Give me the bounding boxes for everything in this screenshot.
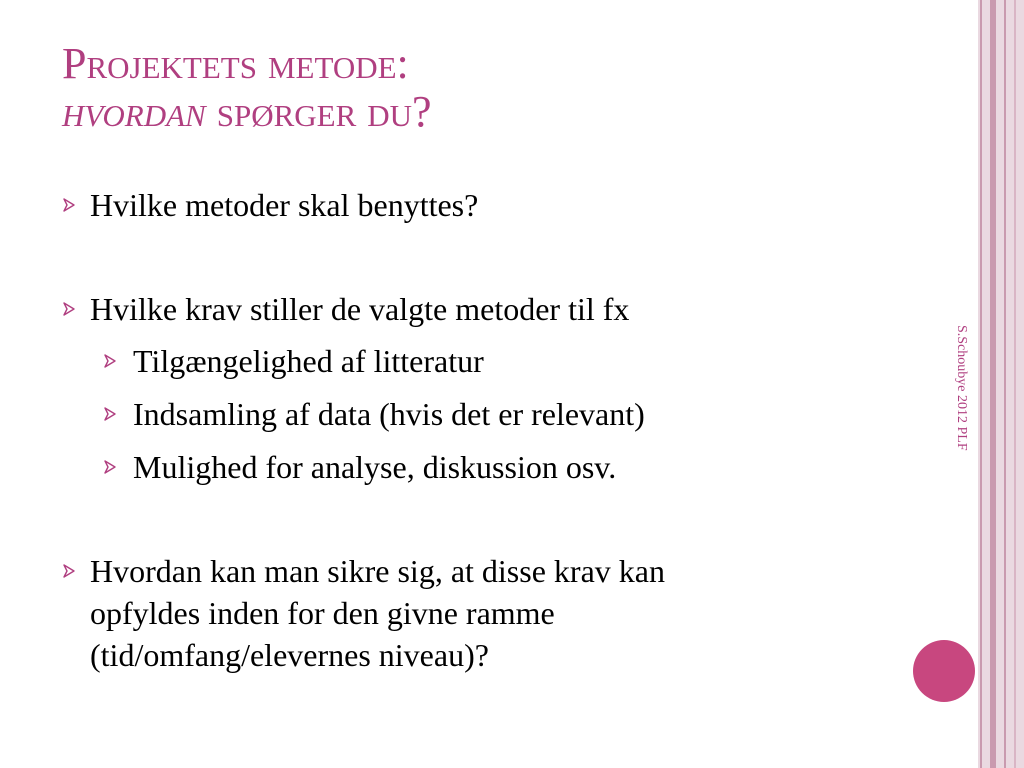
sub-bullet-text: Indsamling af data (hvis det er relevant): [133, 396, 645, 432]
decorative-stripe: [980, 0, 982, 768]
title-italic-word: hvordan: [62, 87, 206, 136]
chevron-arrow-icon: [103, 393, 133, 435]
bullet-text: Hvilke krav stiller de valgte metoder til fx: [90, 291, 630, 327]
bullet-text-line: opfyldes inden for den givne ramme: [90, 595, 555, 631]
sub-bullet-item: [103, 393, 645, 435]
sub-bullet-item: [103, 446, 616, 488]
sub-bullet-item: [103, 340, 484, 382]
title-rest: spørger du?: [205, 87, 432, 136]
bullet-text-line: (tid/omfang/elevernes niveau)?: [90, 637, 489, 673]
bullet-text-multiline: [90, 550, 665, 676]
footer-text: S.Schoubye 2012 PLF: [954, 325, 969, 451]
bullet-item: [62, 288, 629, 330]
chevron-arrow-icon: [62, 288, 90, 330]
decorative-stripe: [990, 0, 996, 768]
chevron-arrow-icon: [62, 184, 90, 226]
sub-bullet-text: Tilgængelighed af litteratur: [133, 343, 484, 379]
vertical-footer: [948, 268, 974, 508]
title-line-2: [62, 88, 922, 136]
slide-title: [62, 40, 922, 136]
bullet-item: [62, 184, 478, 226]
decorative-circle: [913, 640, 975, 702]
bullet-text: Hvilke metoder skal benyttes?: [90, 187, 479, 223]
decorative-stripe: [1004, 0, 1006, 768]
chevron-arrow-icon: [62, 550, 90, 592]
chevron-arrow-icon: [103, 340, 133, 382]
right-decorative-band: [978, 0, 1024, 768]
title-line-1: Projektets metode:: [62, 39, 409, 88]
chevron-arrow-icon: [103, 446, 133, 488]
bullet-item: [62, 550, 665, 676]
decorative-stripe: [1014, 0, 1016, 768]
bullet-text-line: Hvordan kan man sikre sig, at disse krav kan: [90, 553, 665, 589]
sub-bullet-text: Mulighed for analyse, diskussion osv.: [133, 449, 617, 485]
